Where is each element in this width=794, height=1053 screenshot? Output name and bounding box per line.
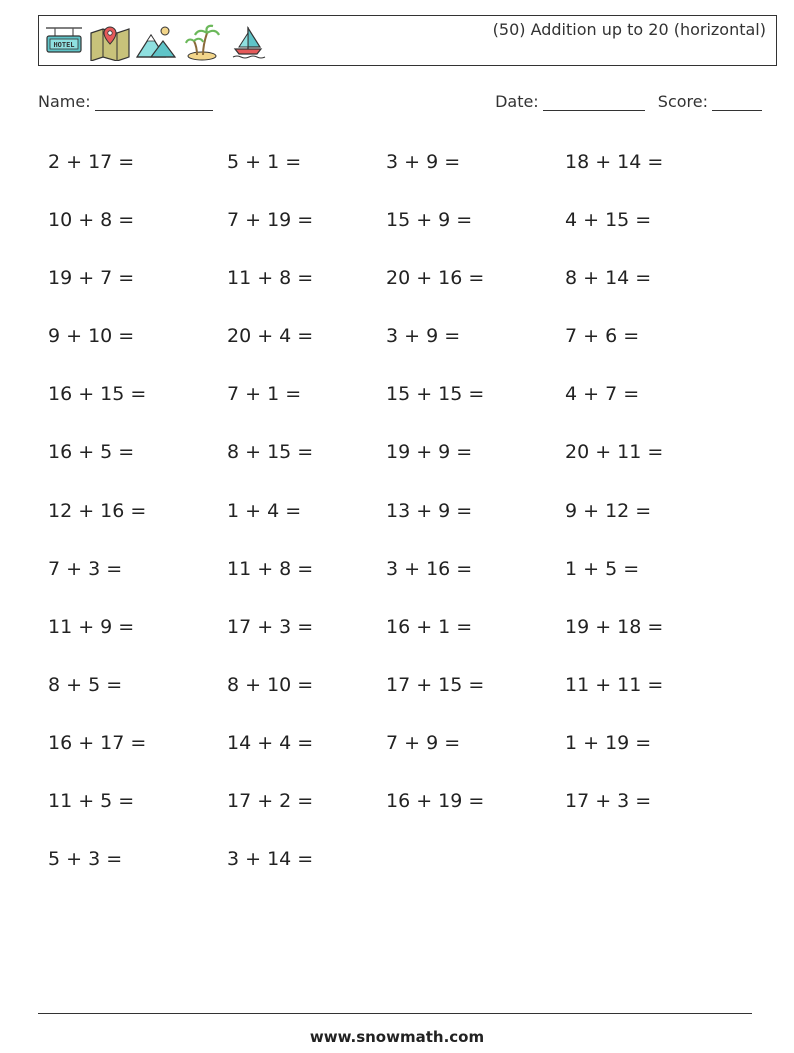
problem-item: 7 + 1 =: [227, 383, 302, 406]
problem-item: 9 + 12 =: [565, 499, 652, 522]
problem-item: 16 + 17 =: [48, 731, 147, 754]
problem-item: 19 + 9 =: [386, 441, 473, 464]
problem-item: 1 + 4 =: [227, 499, 302, 522]
problem-item: 4 + 7 =: [565, 383, 640, 406]
problem-item: 15 + 15 =: [386, 383, 485, 406]
hotel-sign-icon: [43, 24, 85, 60]
problem-item: 8 + 14 =: [565, 267, 652, 290]
problem-item: 3 + 9 =: [386, 151, 461, 173]
problem-item: 1 + 19 =: [565, 731, 652, 754]
problem-item: 20 + 16 =: [386, 267, 485, 290]
problem-item: 5 + 3 =: [48, 848, 123, 871]
problem-item: 5 + 1 =: [227, 151, 302, 173]
problem-item: 19 + 7 =: [48, 267, 135, 290]
problem-item: 17 + 3 =: [565, 790, 652, 813]
palm-island-icon: [181, 23, 223, 61]
score-blank[interactable]: [712, 94, 762, 111]
problem-item: 7 + 6 =: [565, 325, 640, 348]
problem-item: 7 + 3 =: [48, 557, 123, 580]
problem-item: 15 + 9 =: [386, 209, 473, 232]
worksheet-title: (50) Addition up to 20 (horizontal): [492, 20, 766, 39]
footer-divider: [38, 1013, 752, 1014]
problem-item: 11 + 5 =: [48, 790, 135, 813]
problem-item: 11 + 9 =: [48, 615, 135, 638]
problem-item: 4 + 15 =: [565, 209, 652, 232]
problem-item: 11 + 11 =: [565, 673, 664, 696]
problem-item: 3 + 16 =: [386, 557, 473, 580]
problem-grid: [48, 140, 768, 895]
problem-item: 16 + 5 =: [48, 441, 135, 464]
problem-item: 1 + 5 =: [565, 557, 640, 580]
problem-item: 7 + 19 =: [227, 209, 314, 232]
problem-item: 17 + 3 =: [227, 615, 314, 638]
problem-item: 12 + 16 =: [48, 499, 147, 522]
problem-item: 2 + 17 =: [48, 151, 135, 173]
date-blank[interactable]: [543, 94, 645, 111]
problem-item: 13 + 9 =: [386, 499, 473, 522]
problem-item: 3 + 14 =: [227, 848, 314, 871]
sailboat-icon: [227, 23, 269, 61]
problem-item: 17 + 15 =: [386, 673, 485, 696]
problem-item: 9 + 10 =: [48, 325, 135, 348]
problem-item: 20 + 11 =: [565, 441, 664, 464]
name-blank[interactable]: [95, 94, 213, 111]
map-pin-icon: [89, 23, 131, 61]
problem-item: 8 + 10 =: [227, 673, 314, 696]
problem-item: 19 + 18 =: [565, 615, 664, 638]
name-field: [38, 92, 213, 111]
name-label: Name:: [38, 92, 91, 111]
score-label: Score:: [657, 92, 708, 111]
problem-item: 16 + 1 =: [386, 615, 473, 638]
problem-item: 10 + 8 =: [48, 209, 135, 232]
problem-item: 7 + 9 =: [386, 731, 461, 754]
problem-item: 8 + 15 =: [227, 441, 314, 464]
footer-url: www.snowmath.com: [309, 1028, 485, 1046]
problem-item: 16 + 15 =: [48, 383, 147, 406]
header-icons: [43, 20, 269, 64]
problem-item: 3 + 9 =: [386, 325, 461, 348]
problem-item: 20 + 4 =: [227, 325, 314, 348]
mountains-icon: [135, 23, 177, 61]
svg-text:HOTEL: HOTEL: [53, 41, 75, 49]
problem-item: 16 + 19 =: [386, 790, 485, 813]
problem-item: 17 + 2 =: [227, 790, 314, 813]
problem-item: 11 + 8 =: [227, 557, 314, 580]
date-score-fields: [495, 92, 770, 111]
problem-item: 8 + 5 =: [48, 673, 123, 696]
problem-item: 18 + 14 =: [565, 151, 664, 173]
problem-item: 14 + 4 =: [227, 731, 314, 754]
date-label: Date:: [495, 92, 539, 111]
worksheet-header: [38, 15, 777, 66]
problem-item: 11 + 8 =: [227, 267, 314, 290]
